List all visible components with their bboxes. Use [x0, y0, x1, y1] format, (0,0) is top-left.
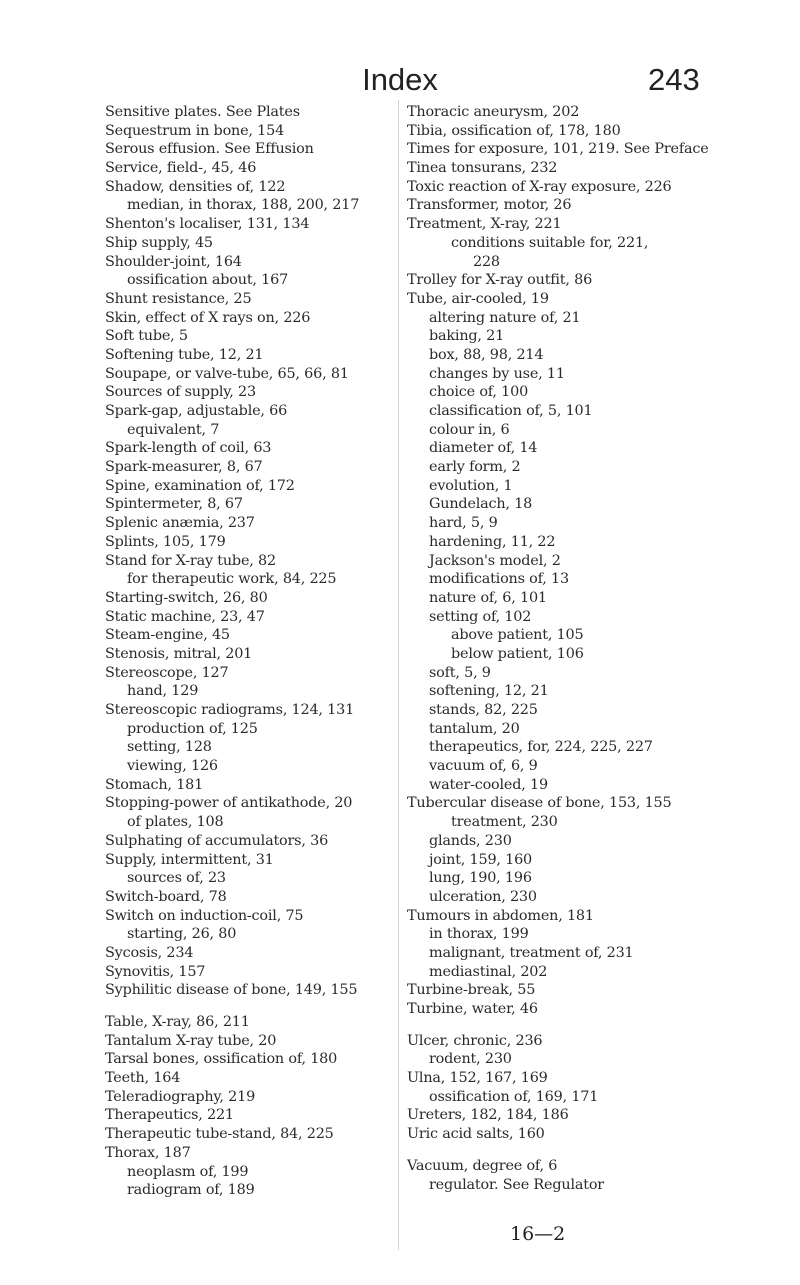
- index-entry: Uric acid salts, 160: [407, 1126, 545, 1143]
- index-subentry: stands, 82, 225: [429, 702, 538, 718]
- index-subentry: modifications of, 13: [429, 571, 569, 588]
- index-entry: Sources of supply, 23: [105, 384, 256, 401]
- index-entry: Tinea tonsurans, 232: [407, 160, 558, 177]
- index-entry: Teeth, 164: [105, 1070, 181, 1087]
- index-subentry: setting of, 102: [429, 608, 532, 625]
- index-subentry: therapeutics, for, 224, 225, 227: [429, 739, 653, 756]
- index-entry: Thorax, 187: [105, 1144, 191, 1161]
- index-subentry: classification of, 5, 101: [429, 403, 593, 419]
- index-entry: Tantalum X-ray tube, 20: [105, 1032, 277, 1049]
- index-entry: Trolley for X-ray outfit, 86: [407, 272, 593, 289]
- index-entry: Thoracic aneurysm, 202: [407, 104, 580, 120]
- index-entry: Treatment, X-ray, 221: [407, 216, 562, 233]
- index-subentry: neoplasm of, 199: [127, 1163, 249, 1180]
- index-entry: Transformer, motor, 26: [407, 197, 572, 214]
- index-subentry: rodent, 230: [429, 1051, 512, 1068]
- signature-mark: 16—2: [510, 1223, 566, 1245]
- index-subentry: below patient, 106: [451, 645, 584, 662]
- index-entry: Stenosis, mitral, 201: [105, 645, 253, 662]
- index-entry: Steam-engine, 45: [105, 627, 230, 644]
- index-subentry: 228: [473, 253, 500, 270]
- section-gap: [105, 1000, 405, 1013]
- index-entry: Stomach, 181: [105, 776, 204, 793]
- index-subentry: evolution, 1: [429, 477, 513, 494]
- index-subentry: glands, 230: [429, 832, 512, 849]
- index-subentry: hardening, 11, 22: [429, 533, 556, 550]
- index-entry: Starting-switch, 26, 80: [105, 589, 268, 606]
- index-entry: Serous effusion. See Effusion: [105, 141, 314, 158]
- index-subentry: altering nature of, 21: [429, 309, 581, 326]
- index-entry: Spark-measurer, 8, 67: [105, 459, 263, 476]
- index-subentry: ulceration, 230: [429, 888, 537, 905]
- index-subentry: radiogram of, 189: [127, 1182, 255, 1199]
- index-entry: Tumours in abdomen, 181: [407, 907, 594, 924]
- index-entry: Spine, examination of, 172: [105, 477, 295, 494]
- index-entry: Soft tube, 5: [105, 328, 188, 345]
- index-entry: Service, field-, 45, 46: [105, 160, 257, 177]
- index-subentry: in thorax, 199: [429, 926, 529, 943]
- index-entry: Tarsal bones, ossification of, 180: [105, 1051, 338, 1068]
- index-entry: Softening tube, 12, 21: [105, 346, 264, 363]
- index-subentry: water-cooled, 19: [429, 776, 548, 793]
- index-entry: Static machine, 23, 47: [105, 608, 265, 625]
- index-entry: Spark-gap, adjustable, 66: [105, 403, 288, 419]
- index-entry: Ulna, 152, 167, 169: [407, 1070, 548, 1087]
- index-subentry: for therapeutic work, 84, 225: [127, 571, 337, 588]
- index-entry: Shunt resistance, 25: [105, 290, 252, 307]
- index-subentry: early form, 2: [429, 459, 521, 476]
- index-subentry: ossification of, 169, 171: [429, 1088, 599, 1105]
- index-entry: Switch on induction-coil, 75: [105, 907, 304, 924]
- index-column-left: [105, 103, 405, 1200]
- index-subentry: viewing, 126: [127, 758, 218, 775]
- index-subentry: baking, 21: [429, 328, 505, 345]
- index-entry: Shadow, densities of, 122: [105, 178, 286, 195]
- index-subentry: Gundelach, 18: [429, 496, 533, 513]
- index-entry: Vacuum, degree of, 6: [407, 1157, 558, 1174]
- index-subentry: joint, 159, 160: [429, 851, 533, 868]
- index-entry: Sycosis, 234: [105, 944, 194, 961]
- index-entry: Therapeutic tube-stand, 84, 225: [105, 1126, 334, 1143]
- index-entry: Tubercular disease of bone, 153, 155: [407, 795, 672, 812]
- index-entry: Sulphating of accumulators, 36: [105, 832, 329, 849]
- index-entry: Spark-length of coil, 63: [105, 440, 272, 457]
- index-entry: Stand for X-ray tube, 82: [105, 552, 276, 569]
- index-entry: Ulcer, chronic, 236: [407, 1032, 543, 1049]
- index-entry: Stereoscopic radiograms, 124, 131: [105, 702, 355, 718]
- index-entry: Splints, 105, 179: [105, 533, 226, 550]
- index-subentry: softening, 12, 21: [429, 683, 549, 700]
- index-subentry: production of, 125: [127, 720, 258, 737]
- index-entry: Shoulder-joint, 164: [105, 253, 242, 270]
- index-subentry: Jackson's model, 2: [429, 552, 561, 569]
- index-subentry: median, in thorax, 188, 200, 217: [127, 197, 360, 214]
- index-entry: Toxic reaction of X-ray exposure, 226: [407, 178, 672, 195]
- index-subentry: regulator. See Regulator: [429, 1176, 604, 1193]
- index-entry: Soupape, or valve-tube, 65, 66, 81: [105, 365, 349, 382]
- index-entry: Tibia, ossification of, 178, 180: [407, 122, 621, 139]
- page-header: [0, 63, 800, 103]
- index-entry: Turbine-break, 55: [407, 982, 536, 999]
- index-subentry: above patient, 105: [451, 627, 584, 644]
- index-entry: Shenton's localiser, 131, 134: [105, 216, 310, 233]
- index-subentry: sources of, 23: [127, 870, 226, 887]
- index-entry: Synovitis, 157: [105, 963, 206, 980]
- index-entry: Ureters, 182, 184, 186: [407, 1107, 569, 1124]
- index-subentry: conditions suitable for, 221,: [451, 234, 649, 251]
- index-entry: Ship supply, 45: [105, 234, 213, 251]
- index-subentry: starting, 26, 80: [127, 926, 237, 943]
- index-entry: Stereoscope, 127: [105, 664, 229, 681]
- index-subentry: malignant, treatment of, 231: [429, 944, 634, 961]
- index-entry: Switch-board, 78: [105, 888, 227, 905]
- index-column-right: [407, 103, 777, 1194]
- section-gap: [407, 1144, 777, 1157]
- index-subentry: of plates, 108: [127, 814, 224, 831]
- index-subentry: treatment, 230: [451, 814, 558, 831]
- index-entry: Syphilitic disease of bone, 149, 155: [105, 982, 358, 999]
- index-subentry: changes by use, 11: [429, 365, 565, 382]
- index-entry: Supply, intermittent, 31: [105, 851, 274, 868]
- index-entry: Tube, air-cooled, 19: [407, 290, 549, 307]
- index-subentry: lung, 190, 196: [429, 870, 532, 887]
- index-entry: Stopping-power of antikathode, 20: [105, 795, 353, 812]
- index-entry: Turbine, water, 46: [407, 1001, 538, 1017]
- index-subentry: soft, 5, 9: [429, 664, 491, 681]
- index-entry: Therapeutics, 221: [105, 1107, 234, 1124]
- index-entry: Times for exposure, 101, 219. See Preface: [407, 141, 709, 158]
- index-subentry: mediastinal, 202: [429, 963, 548, 980]
- page-number: 243: [648, 62, 700, 97]
- index-entry: Sensitive plates. See Plates: [105, 104, 300, 120]
- index-subentry: colour in, 6: [429, 421, 510, 438]
- index-subentry: setting, 128: [127, 739, 212, 756]
- index-entry: Sequestrum in bone, 154: [105, 122, 285, 139]
- index-entry: Spintermeter, 8, 67: [105, 496, 243, 513]
- index-subentry: hand, 129: [127, 683, 199, 700]
- index-subentry: hard, 5, 9: [429, 515, 498, 532]
- index-subentry: ossification about, 167: [127, 272, 289, 289]
- section-gap: [407, 1019, 777, 1032]
- index-subentry: box, 88, 98, 214: [429, 346, 544, 363]
- index-entry: Skin, effect of X rays on, 226: [105, 309, 311, 326]
- index-subentry: vacuum of, 6, 9: [429, 758, 538, 775]
- index-subentry: nature of, 6, 101: [429, 589, 547, 606]
- index-entry: Splenic anæmia, 237: [105, 515, 255, 532]
- index-entry: Table, X-ray, 86, 211: [105, 1014, 250, 1030]
- page-title: Index: [362, 62, 438, 97]
- index-subentry: diameter of, 14: [429, 440, 538, 457]
- index-subentry: tantalum, 20: [429, 720, 520, 737]
- index-subentry: choice of, 100: [429, 384, 529, 401]
- index-entry: Teleradiography, 219: [105, 1088, 256, 1105]
- index-subentry: equivalent, 7: [127, 421, 220, 438]
